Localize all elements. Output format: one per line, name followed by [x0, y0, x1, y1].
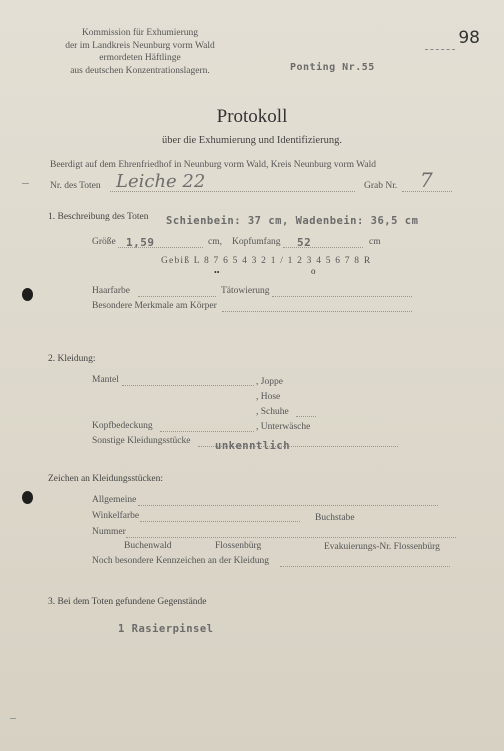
head-circumference-label: Kopfumfang [232, 237, 281, 247]
trousers-label: , Hose [256, 392, 281, 402]
dental-chart: Gebiß L 8 7 6 5 4 3 2 1 / 1 2 3 4 5 6 7 8 R [161, 256, 372, 266]
margin-tick [22, 183, 29, 184]
grave-number-label: Grab Nr. [364, 181, 398, 191]
dental-marks-right: o [311, 266, 316, 276]
section-2-heading: 2. Kleidung: [48, 354, 96, 364]
body-number-label: Nr. des Toten [50, 181, 101, 191]
tattoo-label: Tätowierung [221, 286, 270, 296]
general-line [138, 505, 438, 506]
archive-page-number: 98 [458, 28, 480, 48]
number-line [126, 537, 456, 538]
dental-marks-left: •• [214, 268, 220, 277]
buchenwald-label: Buchenwald [124, 541, 172, 551]
special-marks-label: Besondere Merkmale am Körper [92, 301, 217, 311]
clothing-marks-heading: Zeichen an Kleidungsstücken: [48, 474, 164, 484]
org-line: aus deutschen Konzentrationslagern. [70, 65, 210, 76]
triangle-color-label: Winkelfarbe [92, 511, 140, 521]
other-clothing-value: unkenntlich [215, 440, 291, 452]
archive-dash [425, 49, 455, 50]
shoes-label: , Schuhe [256, 407, 289, 417]
page-title: Protokoll [216, 106, 288, 127]
margin-tick [10, 718, 16, 719]
org-line: ermordeten Häftlinge [99, 53, 181, 63]
org-line: der im Landkreis Neunburg vorm Wald [65, 40, 215, 51]
number-label: Nummer [92, 527, 126, 537]
headwear-line [160, 431, 254, 432]
hair-color-label: Haarfarbe [92, 286, 130, 296]
grave-number-value: 7 [420, 168, 433, 192]
org-line: Kommission für Exhumierung [81, 28, 199, 38]
triangle-color-line [140, 521, 300, 522]
cm-unit: cm, [208, 237, 222, 247]
evacuation-number-label: Evakuierungs-Nr. Flossenbürg [324, 542, 440, 552]
body-number-value: Leiche 22 [116, 171, 206, 192]
tattoo-line [272, 296, 412, 297]
punch-hole [22, 288, 33, 301]
height-value: 1,59 [126, 236, 155, 249]
general-label: Allgemeine [92, 495, 137, 505]
organization-header [45, 27, 235, 77]
other-marks-line [280, 566, 450, 567]
head-circumference-line [283, 247, 363, 248]
letter-label: Buchstabe [315, 513, 355, 523]
cm-unit: cm [369, 237, 381, 247]
burial-place: Beerdigt auf dem Ehrenfriedhof in Neunburg vorm Wald, Kreis Neunburg vorm Wald [50, 160, 376, 170]
height-label: Größe [92, 237, 116, 247]
coat-label: Mantel [92, 375, 119, 385]
other-clothing-label: Sonstige Kleidungsstücke [92, 436, 191, 446]
special-marks-line [222, 311, 412, 312]
underwear-label: , Unterwäsche [256, 422, 311, 432]
headwear-label: Kopfbedeckung [92, 421, 153, 431]
jacket-label: , Joppe [256, 377, 283, 387]
hair-color-line [138, 296, 216, 297]
section-1-heading: 1. Beschreibung des Toten [48, 212, 149, 222]
protocol-number: Ponting Nr.55 [290, 62, 375, 73]
section-3-heading: 3. Bei dem Toten gefundene Gegenstände [48, 597, 207, 607]
found-item: 1 Rasierpinsel [118, 623, 214, 635]
shoes-line [296, 416, 316, 417]
page-subtitle: über die Exhumierung und Identifizierung. [162, 135, 342, 146]
head-circumference-value: 52 [297, 236, 312, 249]
other-marks-label: Noch besondere Kennzeichen an der Kleidung [92, 556, 269, 566]
punch-hole [22, 491, 33, 504]
bone-measurements: Schienbein: 37 cm, Wadenbein: 36,5 cm [166, 215, 419, 227]
coat-line [122, 385, 254, 386]
flossenbuerg-label: Flossenbürg [215, 541, 262, 551]
